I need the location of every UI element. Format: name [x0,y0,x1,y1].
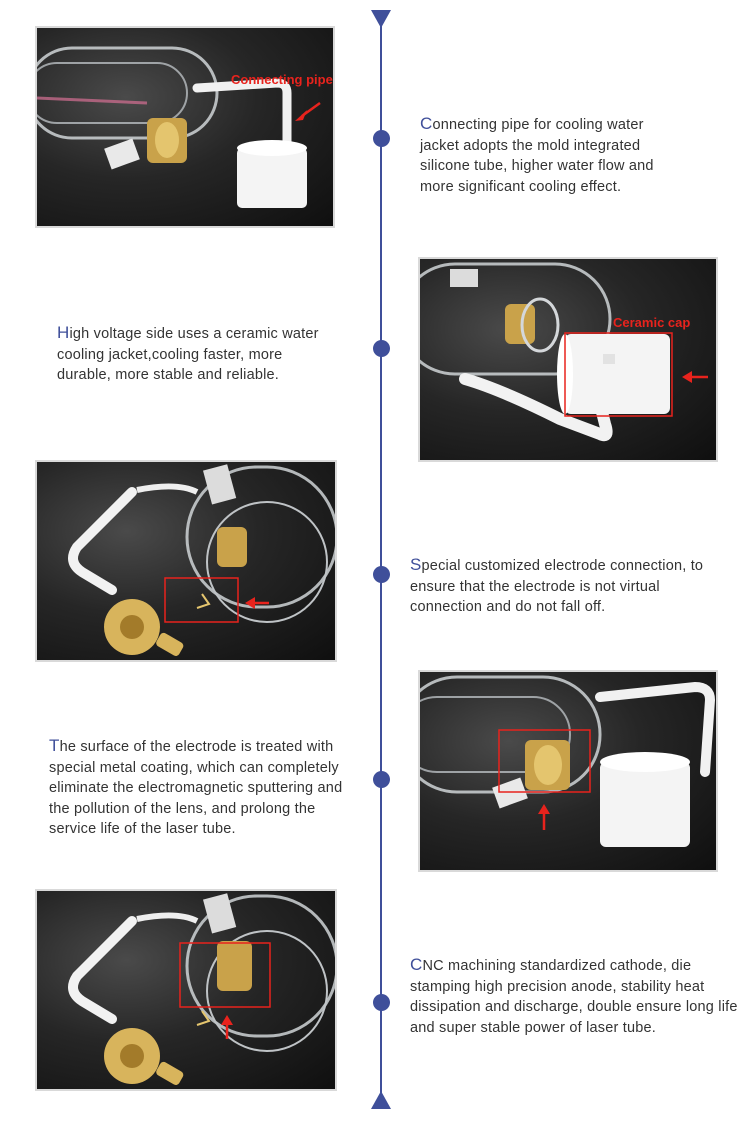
timeline-line [380,24,382,1099]
timeline-dot [373,994,390,1011]
feature-text: onnecting pipe for cooling water jacket adopts the mold integrated silicone tube, higher water flow and more significant cooling effect. [420,117,654,195]
cathode-anode-photo [35,889,337,1091]
timeline-dot [373,130,390,147]
ceramic-cap-photo [418,257,718,462]
feature-text: he surface of the electrode is treated with special metal coating, which can completely eliminate the electromagnetic sputtering and the pollution of the lens, and prolong the service life of the laser tube. [49,739,343,837]
feature-initial: H [57,323,70,342]
timeline-dot [373,771,390,788]
timeline-start-triangle-icon [371,10,391,28]
connecting-pipe-photo [35,26,335,228]
feature-initial: C [410,955,423,974]
feature-text: igh voltage side uses a ceramic water cooling jacket,cooling faster, more durable, more stable and reliable. [57,326,319,383]
feature-initial: C [420,114,433,133]
callout-label: Connecting pipe [231,72,333,87]
feature-text: pecial customized electrode connection, to ensure that the electrode is not virtual connection and do not fall off. [410,558,704,615]
feature-initial: S [410,555,422,574]
feature-description [410,555,710,618]
timeline-end-triangle-icon [371,1091,391,1109]
feature-text: NC machining standardized cathode, die stamping high precision anode, stability heat dissipation and discharge, double ensure long life and super stable power of laser tube. [410,958,738,1036]
feature-description [410,955,740,1038]
callout-label: Ceramic cap [613,315,691,330]
feature-description [57,323,337,386]
feature-initial: T [49,736,60,755]
feature-description [49,736,361,840]
electrode-connection-photo [35,460,337,662]
timeline-dot [373,340,390,357]
feature-description [420,114,680,197]
timeline-dot [373,566,390,583]
electrode-coating-photo [418,670,718,872]
